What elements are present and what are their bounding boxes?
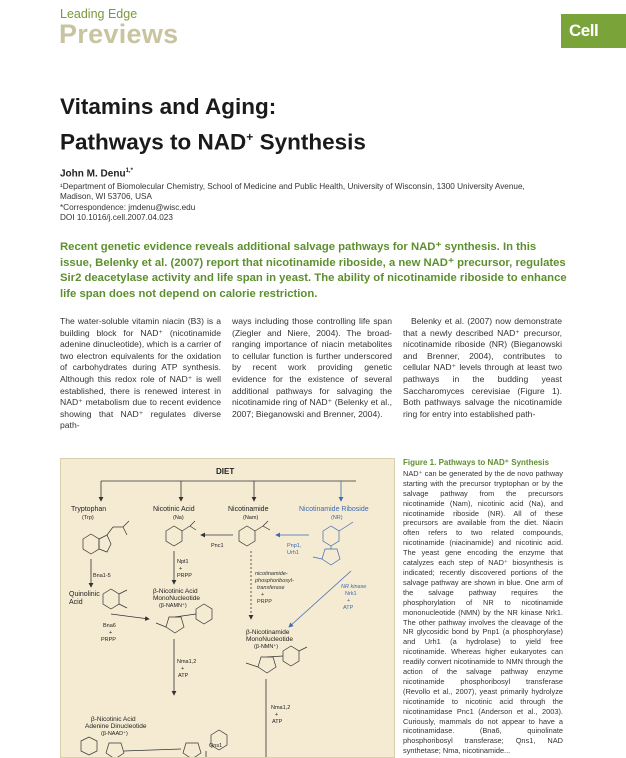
nrk1-line2: Nrk1 [345,591,357,597]
diet-label: DIET [216,467,235,476]
title-sup: + [246,130,254,144]
caption-title: Figure 1. Pathways to NAD⁺ Synthesis [403,458,550,467]
nr-label: (NR) [331,515,343,521]
bna6-arrow [111,614,149,619]
trp-label: (Trp) [82,515,94,521]
nma12-label: Nma1,2 [177,659,197,665]
nma12-atp: ATP [178,673,189,679]
doi: DOI 10.1016/j.cell.2007.04.023 [60,213,173,223]
nmn-line1: β-Nicotinamide [246,629,290,636]
nma12b-label: Nma1,2 [271,705,291,711]
nma12-plus: + [181,666,185,672]
bna6-plus: + [109,630,113,636]
acid-label: Acid [69,599,83,606]
urh1-label: Urh1 [287,550,299,556]
nicotinamide-structure [239,521,270,546]
namn-line1: β-Nicotinic Acid [153,588,198,595]
correspondence: *Correspondence: jmdenu@wisc.edu [60,202,196,212]
title-line-2-end: Synthesis [253,129,366,155]
quinolinic-structure [103,589,127,609]
nrk1-atp: ATP [343,605,354,611]
nmn-line2: MonoNucleotide [246,636,293,643]
nicotinic-acid-structure [166,521,196,546]
abstract: Recent genetic evidence reveals additional salvage pathways for NAD⁺ synthesis. In this issue, Belenky et al. (2007) report that nicotinamide riboside, a new NAD⁺ precursor, regulates Sir2 deacetylase activity and life span in yeast. The ability of nicotinamide riboside to enhance life span does not depend on calorie restriction. [60,241,567,300]
journal-logo: Cell [561,14,626,48]
na-label: (Na) [173,515,184,521]
title-line-1: Vitamins and Aging: [60,94,277,119]
npt-plus: + [261,592,265,598]
naad-line3: (β-NAAD⁺) [101,731,128,737]
nma12b-plus: + [275,712,279,718]
npt1-plus: + [179,566,183,572]
pnc1-label: Pnc1 [211,543,224,549]
author-name: John M. Denu [60,168,126,180]
author-sup: 1,* [125,168,133,174]
bna1-5-label: Bna1-5 [93,573,111,579]
article-title [60,92,366,158]
nrk1-line1: NR kinase [341,584,367,590]
nicotinamide-riboside-label: Nicotinamide Riboside [299,506,369,513]
bna6-prpp: PRPP [101,637,116,643]
nmn-structure [246,646,307,673]
tryptophan-label: Tryptophan [71,506,107,513]
figure-1 [60,458,395,758]
npt-line3: transferase [257,585,285,591]
npt1-prpp: PRPP [177,573,192,579]
npt-line1: nicotinamide- [255,571,288,577]
affiliation-text: ¹Department of Biomolecular Chemistry, School of Medicine and Public Health, University of Wisconsin, 1300 University Avenue, Madison, WI 53706, USA [60,182,525,202]
nicotinic-acid-label: Nicotinic Acid [153,506,195,513]
body-column-1: The water-soluble vitamin niacin (B3) is a building block for NAD⁺ (nicotinamide adenine dinucleotide), which is a carrier of two electron equivalents for the oxidation of carbohydrates during ATP synthesis. Although this redox role of NAD⁺ is well established, there is renewed interest in NAD⁺ metabolism due to recent evidence showing that NAD⁺ regulates diverse path- [60,316,221,431]
npt-prpp: PRPP [257,599,272,605]
title-line-2: Pathways to NAD [60,129,247,155]
section-type: Previews [59,19,179,49]
nicotinamide-label: Nicotinamide [228,506,269,513]
body-column-3: Belenky et al. (2007) now demonstrate that a newly described NAD⁺ precursor, nicotinamide riboside (NR) (Bieganowski and Brenner, 2004), contributes to cellular NAD⁺ levels through at least two pathways in the budding yeast Saccharomyces cerevisiae (Figure 1). Both pathways salvage the nicotinamide ring for entry into established path- [403,316,562,419]
nam-label: (Nam) [243,515,259,521]
nrk1-plus: + [347,598,351,604]
npt-line2: phosphoribosyl- [255,578,294,584]
nmn-line3: (β-NMN⁺) [254,644,279,650]
namn-line3: (β-NAMN⁺) [159,603,187,609]
pnp1-label: Pnp1, [287,543,302,549]
namn-line2: MonoNucleotide [153,595,200,602]
section-label: Leading Edge [60,7,138,21]
tryptophan-structure [83,521,129,554]
caption-body: NAD⁺ can be generated by the de novo pathway starting with the precursor tryptophan or by the salvage pathway from the precursors nicotinamide (Nam), nicotinic acid (Na), and nicotinamide riboside (NR). All of these precursors are available from the diet. Niacin often refers to two related compounds, nicotinamide (niacinamide) and nicotinic acid. The yeast gene encoding the enzyme that catalyzes each step of NAD⁺ biosynthesis is indicated; recently discovered portions of the salvage pathway are shown in blue. One arm of the salvage pathway requires the phosphorylation of NR to nicotinamide mononucleotide (NMN) by the NR kinase Nrk1. The other pathway involves the cleavage of the NR glycosidic bond by Pnp1 (a phosphorylase) and Urh1 (a hydrolase) to yield free nicotinamide. Whereas higher eukaryotes can readily convert nicotinamide to NMN through the action of the salvage pathway enzyme nicotinamide phosphoribosyl transferase (Revollo et al., 2007), yeast primarily hydrolyze nicotinamide to nicotinic acid through the nicotinamidase Pnc1 (Anderson et al., 2003). Curiously, mammals do not appear to have a nicotinamidase. (Bna6, quinolinate phosphoribosyl transferase; Qns1, NAD synthetase; Nma, nicotinamide... [403,468,563,756]
naad-line1: β-Nicotinic Acid [91,716,136,723]
author [60,168,133,179]
body-column-2: ways including those controlling life span (Ziegler and Niere, 2004). The broad-ranging importance of niacin metabolites to cellular function is further underscored by recent work providing genetic evidence for the existence of several additional pathways for salvaging the nicotinamide ring of NAD⁺ (Belenky et al., 2007; Bieganowski and Brenner, 2004). [232,316,392,419]
bna6-label: Bna6 [103,623,116,629]
figure-caption [403,458,563,756]
nma12b-atp: ATP [272,719,283,725]
npt1-label: Npt1 [177,559,189,565]
naad-line2: Adenine Dinucleotide [85,723,147,730]
pathway-diagram [61,459,395,758]
nrk1-arrow [289,571,351,627]
affiliation [60,182,530,224]
qns1-label: Qns1 [209,743,223,749]
quinolinic-label: Quinolinic [69,591,100,598]
nr-structure [313,522,353,565]
